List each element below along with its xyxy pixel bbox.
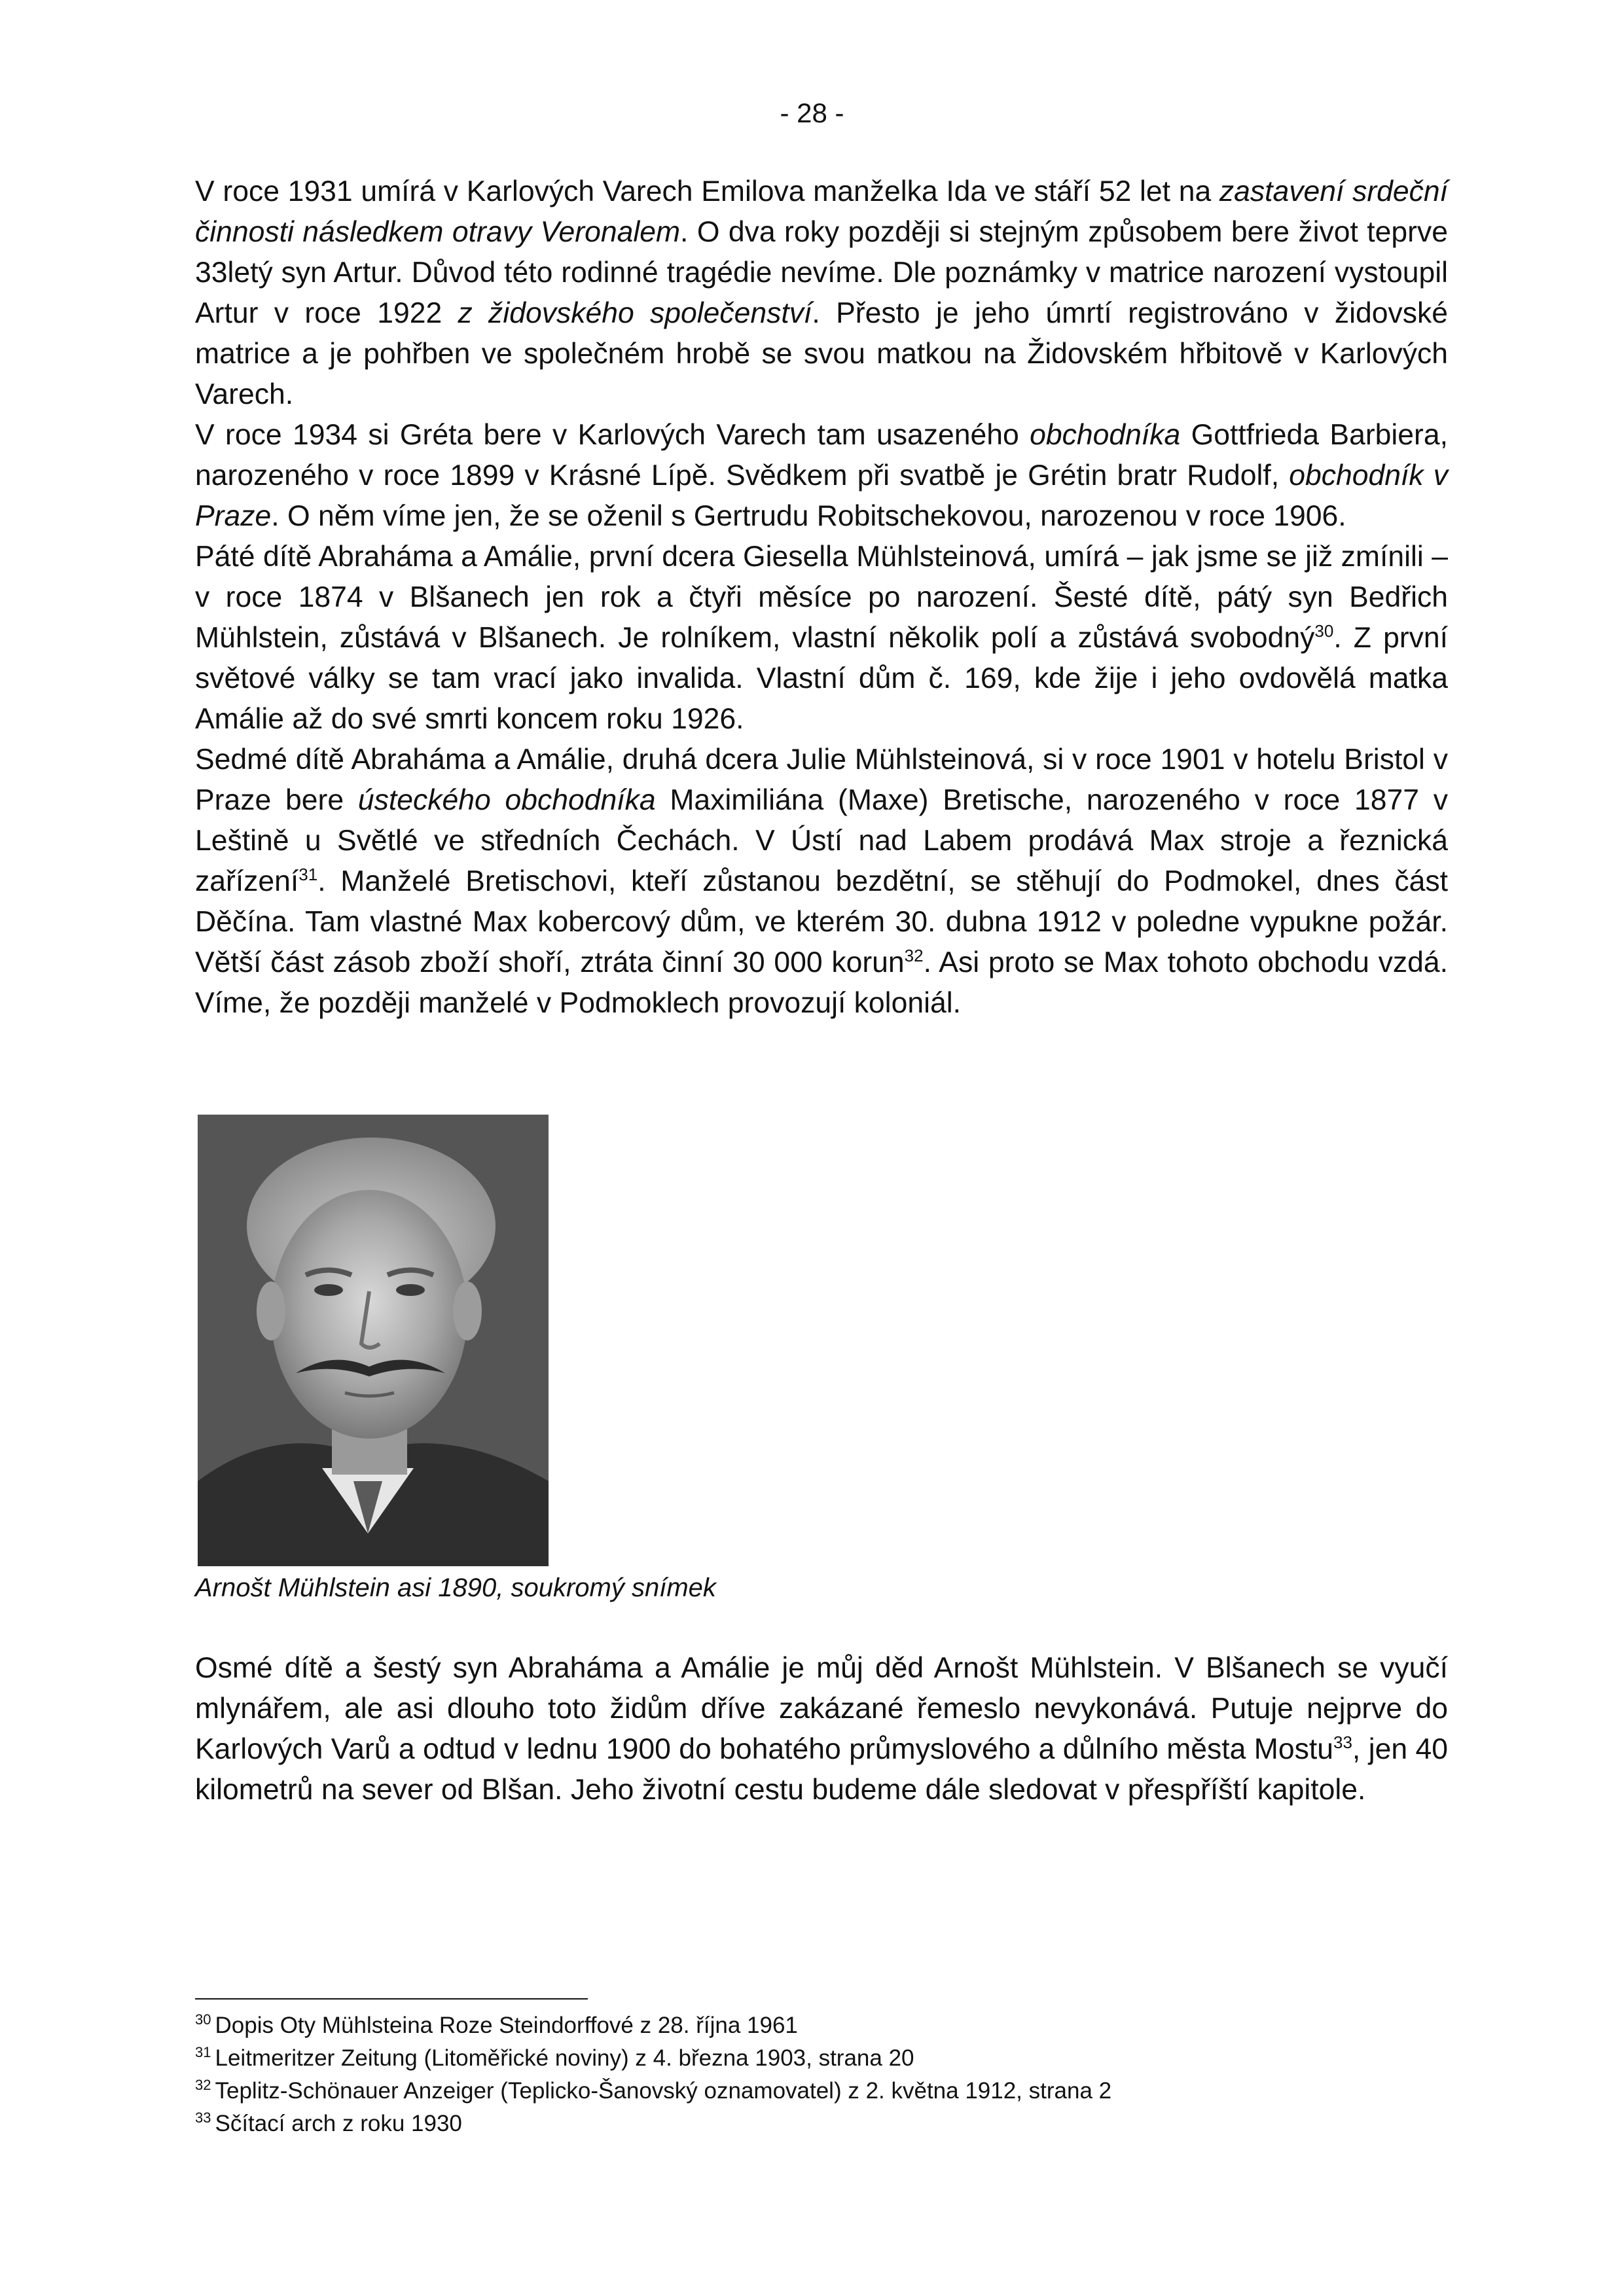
italic-text: ústeckého obchodníka [357,784,656,816]
text-run: . Manželé Bretischovi, kteří zůstanou bezdětní, se stěhují do Podmokel, dnes část Děčína. Tam vlastné Max kobercový dům, ve kterém 30. dubna 1912 v poledne vypukne požár. Větší část zásob zboží shoří, ztráta činní 30 000 korun [195,865,1448,978]
footnote-text: Sčítací arch z roku 1930 [215,2111,462,2136]
text-run: Páté dítě Abraháma a Amálie, první dcera Giesella Mühlsteinová, umírá – jak jsme se již zmínili – v roce 1874 v Blšanech jen rok a čtyři měsíce po narození. Šesté dítě, pátý syn Bedřich Mühlstein, zůstává v Blšanech. Je rolníkem, vlastní několik polí a zůstává svobodný [195,541,1448,654]
text-run: Sedmé dítě Abraháma a Amálie, druhá dcera Julie Mühlsteinová, si v roce 1901 v hotelu Bristol v Praze bere [195,744,1448,816]
page-number: - 28 - [780,98,844,128]
italic-text: obchodníka [1030,419,1181,451]
text-run: , jen 40 kilometrů na sever od Blšan. Jeho životní cestu budeme dále sledovat v přespříští kapitole. [195,1733,1448,1806]
footnote-text: Teplitz-Schönauer Anzeiger (Teplicko-Šanovský oznamovatel) z 2. května 1912, strana 2 [215,2078,1112,2104]
paragraph [195,740,1448,1024]
portrait-photo [198,1115,549,1566]
footnotes [195,2009,1448,2140]
footnote-divider [195,1998,588,2000]
closing-paragraph [195,1648,1448,1810]
footnote-reference: 31 [298,865,318,885]
footnote-number: 31 [195,2044,211,2061]
text-run: V roce 1934 si Gréta bere v Karlových Varech tam usazeného [195,419,1030,451]
text-run: . Z první světové války se tam vrací jako invalida. Vlastní dům č. 169, kde žije i jeho ovdovělá matka Amálie až do své smrti koncem roku 1926. [195,622,1448,735]
italic-text: zastavení srdeční činnosti následkem otravy Veronalem [195,175,1449,248]
text-run: . O dva roky později si stejným způsobem bere život teprve 33letý syn Artur. Důvod této rodinné tragédie nevíme. Dle poznámky v matrice narození vystoupil Artur v roce 1922 [195,216,1448,329]
paragraph [195,171,1448,415]
italic-text: obchodník v Praze [195,459,1448,532]
footnote-reference: 32 [904,946,924,966]
footnote [195,2108,1448,2140]
footnote-number: 30 [195,2011,211,2028]
footnote-text: Dopis Oty Mühlsteina Roze Steindorffové z 28. října 1961 [215,2013,798,2038]
paragraph [195,1648,1448,1810]
footnote-reference: 33 [1333,1732,1352,1753]
footnote-reference: 30 [1314,621,1334,641]
paragraph [195,537,1448,740]
text-run: V roce 1931 umírá v Karlových Varech Emilova manželka Ida ve stáří 52 let na [195,175,1219,207]
text-run: Maximiliána (Maxe) Bretische, narozeného v roce 1877 v Leštině u Světlé ve středních Čechách. V Ústí nad Labem prodává Max stroje a řeznická zařízení [195,784,1449,897]
footnote [195,2009,1448,2042]
text-run: Gottfrieda Barbiera, narozeného v roce 1899 v Krásné Lípě. Svědkem při svatbě je Grétin bratr Rudolf, [195,419,1448,492]
text-run: . Asi proto se Max tohoto obchodu vzdá. Víme, že později manželé v Podmoklech provozují koloniál. [195,946,1449,1019]
photo-caption: Arnošt Mühlstein asi 1890, soukromý snímek [195,1573,716,1602]
body-text [195,171,1448,1024]
portrait-image [198,1115,549,1566]
footnote-text: Leitmeritzer Zeitung (Litoměřické noviny) z 4. března 1903, strana 20 [215,2045,914,2071]
footnote [195,2042,1448,2075]
text-run: Osmé dítě a šestý syn Abraháma a Amálie je můj děd Arnošt Mühlstein. V Blšanech se vyučí mlynářem, ale asi dlouho toto židům dříve zakázané řemeslo nevykonává. Putuje nejprve do Karlových Varů a odtud v lednu 1900 do bohatého průmyslového a důlního města Mostu [195,1652,1448,1765]
italic-text: z židovského společenství [458,297,812,329]
text-run: . O něm víme jen, že se oženil s Gertrudu Robitschekovou, narozenou v roce 1906. [271,500,1346,532]
footnote [195,2075,1448,2108]
text-run: . Přesto je jeho úmrtí registrováno v židovské matrice a je pohřben ve společném hrobě se svou matkou na Židovském hřbitově v Karlových Varech. [195,297,1448,410]
footnote-number: 32 [195,2077,211,2094]
paragraph [195,415,1448,537]
footnote-number: 33 [195,2109,211,2126]
